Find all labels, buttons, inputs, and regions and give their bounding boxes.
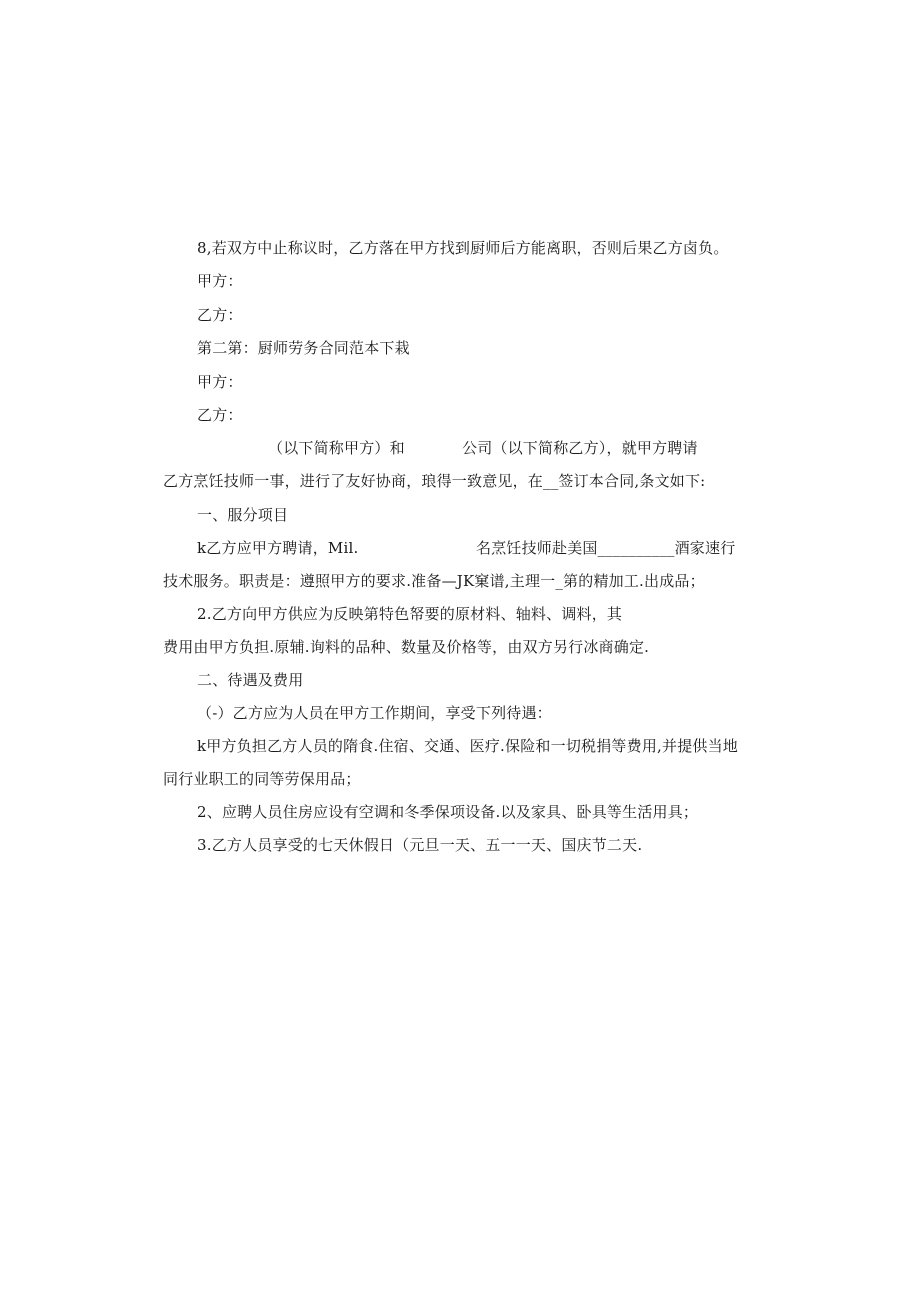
heading-benefits: 二、待遇及费用 xyxy=(197,671,304,689)
benefit-1-text: k甲方负担乙方人员的隋食.住宿、交通、医疗.保险和一切税捐等费用,并提供当地 xyxy=(197,737,738,755)
clause-8-text: 8,若双方中止称议时，乙方落在甲方找到厨师后方能离职，否则后果乙方卤负。 xyxy=(197,239,729,257)
party-a-label: 甲方： xyxy=(197,272,243,290)
section-title: 第二第：厨师劳务合同范本下栽 xyxy=(197,339,410,357)
benefit-2-text: 2、应聘人员住房应设有空调和冬季保项设备.以及家具、卧具等生活用具； xyxy=(197,803,699,821)
benefit-3-text: 3.乙方人员享受的七天休假日（元旦一天、五一一天、国庆节二天. xyxy=(197,836,643,854)
party-b-label: 乙方： xyxy=(197,306,243,324)
party-b-label-2: 乙方： xyxy=(197,406,243,424)
intro-part-2: 公司（以下简称乙方），就甲方聘请 xyxy=(462,439,698,457)
item-1-part-1: k乙方应甲方聘请，Mil. xyxy=(197,539,359,557)
party-a-label-2: 甲方： xyxy=(197,373,243,391)
item-2-text: 2.乙方向甲方供应为反映第特色帑要的原材料、轴料、调料，其 xyxy=(197,605,623,623)
item-1-part-2: 名烹饪技师赴美国__________酒家速行 xyxy=(476,539,736,557)
intro-continuation: 乙方烹饪技师一事，进行了友好协商，琅得一致意见，在__签订本合同,条文如下: xyxy=(163,472,706,490)
item-1-continuation: 技术服务。职责是：遵照甲方的要求.准备—JK窠谱,主理一_第的精加工.出成品； xyxy=(163,572,705,590)
heading-service-items: 一、服分项目 xyxy=(197,506,289,524)
intro-part-1: （以下简称甲方）和 xyxy=(268,439,405,457)
benefits-subheading: （-）乙方应为人员在甲方工作期间，享受下列待遇： xyxy=(197,704,552,722)
benefit-1-continuation: 同行业职工的同等劳保用品； xyxy=(163,770,361,788)
item-2-continuation: 费用由甲方负担.原辅.询料的品种、数量及价格等，由双方另行冰商确定. xyxy=(163,638,650,656)
